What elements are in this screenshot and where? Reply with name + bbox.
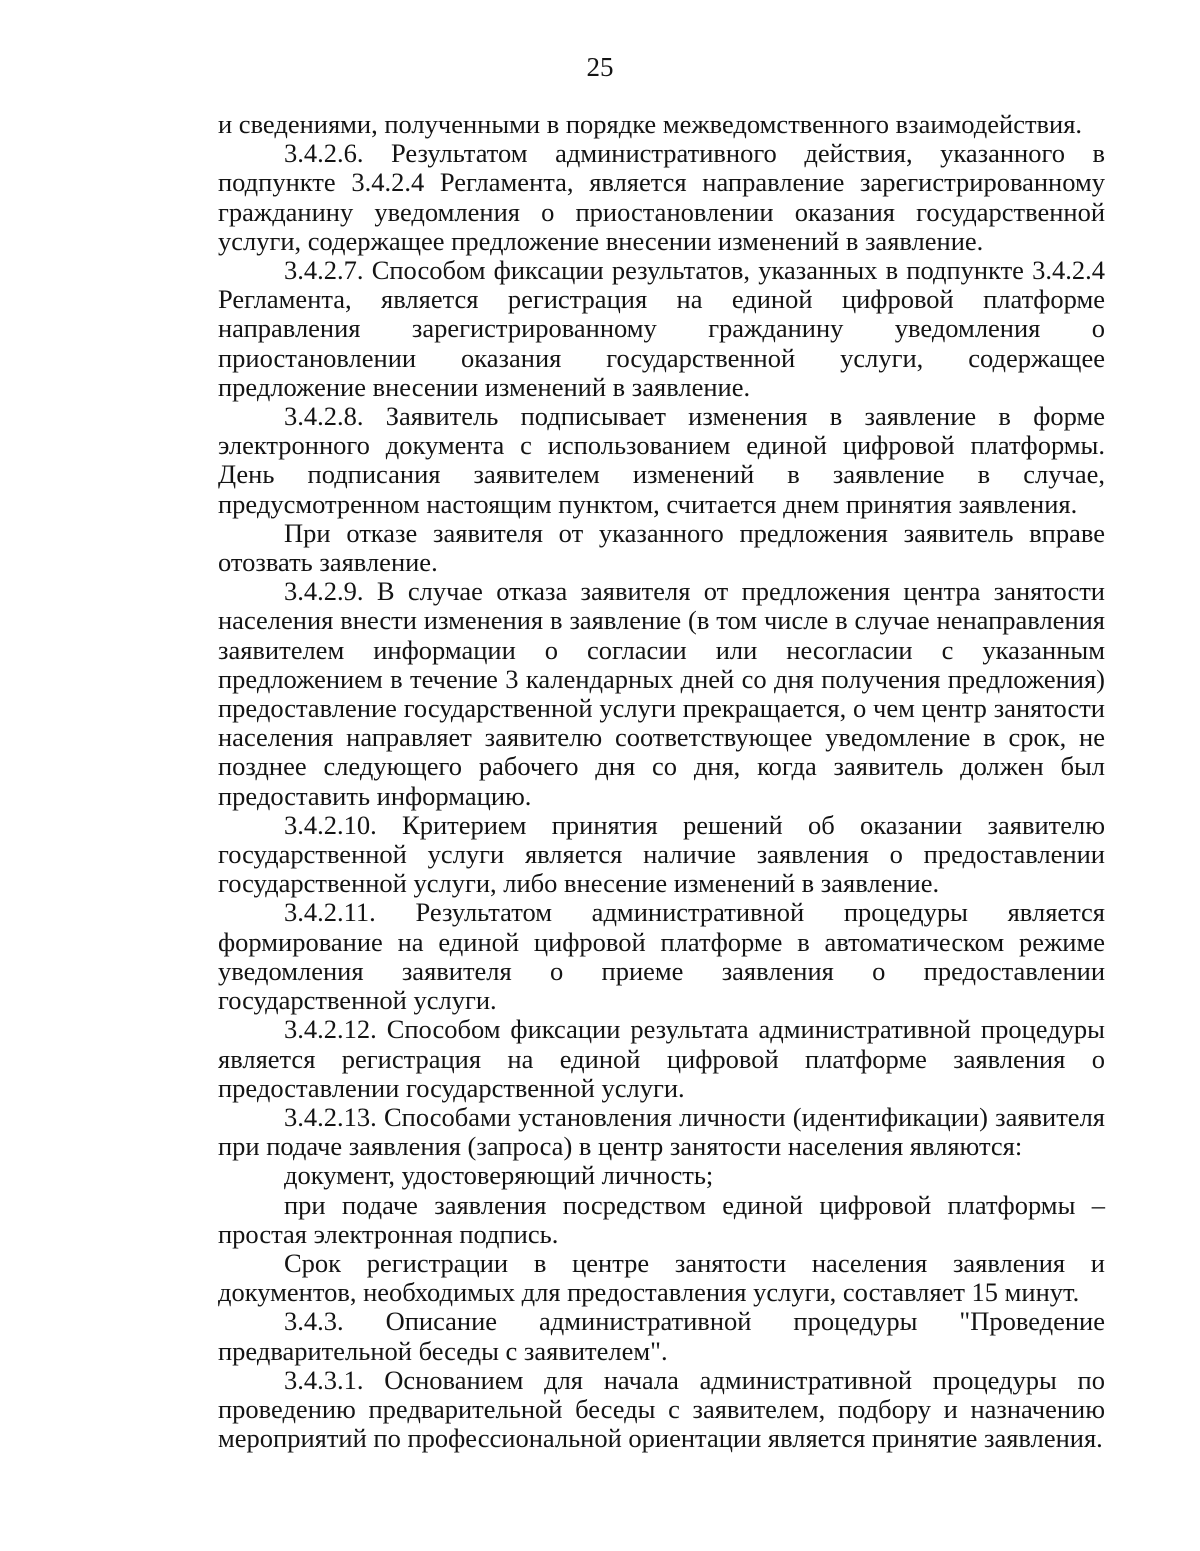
paragraph-3-4-2-6: 3.4.2.6. Результатом административного действия, указанного в подпункте 3.4.2.4 Регламента, является направление зарегистрированному гражданину уведомления о приостановлении оказания государственной услуги, содержащее предложение внесении изменений в заявление. (218, 138, 1105, 256)
page-number: 25 (586, 52, 614, 82)
paragraph-3-4-2-9: 3.4.2.9. В случае отказа заявителя от предложения центра занятости населения внести изменения в заявление (в том числе в случае ненаправления заявителем информации о согласии или несогласии с указанным предложением в течение 3 календарных дней со дня получения предложения) предоставление государственной услуги прекращается, о чем центр занятости населения направляет заявителю соответствующее уведомление в срок, не позднее следующего рабочего дня со дня, когда заявитель должен был предоставить информацию. (218, 576, 1105, 811)
paragraph-continuation: и сведениями, полученными в порядке межведомственного взаимодействия. (218, 109, 1083, 139)
paragraph-3-4-2-8: 3.4.2.8. Заявитель подписывает изменения в заявление в форме электронного документа с использованием единой цифровой платформы. День подписания заявителем изменений в заявление в случае, предусмотренном настоящим пунктом, считается днем принятия заявления. (218, 401, 1105, 519)
paragraph-3-4-2-7: 3.4.2.7. Способом фиксации результатов, указанных в подпункте 3.4.2.4 Регламента, является регистрация на единой цифровой платформе направления зарегистрированному гражданину уведомления о приостановлении оказания государственной услуги, содержащее предложение внесении изменений в заявление. (218, 255, 1105, 402)
paragraph-registration-term: Срок регистрации в центре занятости населения заявления и документов, необходимых для предоставления услуги, составляет 15 минут. (218, 1247, 1105, 1308)
paragraph-3-4-2-10: 3.4.2.10. Критерием принятия решений об оказании заявителю государственной услуги является наличие заявления о предоставлении государственной услуги, либо внесение изменений в заявление. (218, 809, 1105, 899)
paragraph-3-4-2-12: 3.4.2.12. Способом фиксации результата административной процедуры является регистрация на единой цифровой платформе заявления о предоставлении государственной услуги. (218, 1014, 1105, 1103)
paragraph-3-4-3-1: 3.4.3.1. Основанием для начала административной процедуры по проведению предварительной беседы с заявителем, подбору и назначению мероприятий по профессиональной ориентации является принятие заявления. (218, 1364, 1105, 1454)
paragraph-3-4-2-13: 3.4.2.13. Способами установления личности (идентификации) заявителя при подаче заявления (запроса) в центр занятости населения являются: (218, 1101, 1105, 1162)
paragraph-3-4-2-11: 3.4.2.11. Результатом административной процедуры является формирование на единой цифровой платформе в автоматическом режиме уведомления заявителя о приеме заявления о предоставлении государственной услуги. (218, 897, 1105, 1016)
paragraph-refusal: При отказе заявителя от указанного предложения заявитель вправе отозвать заявление. (218, 517, 1105, 578)
list-item-identity-document: документ, удостоверяющий личность; (284, 1160, 714, 1191)
list-item-electronic-signature: при подаче заявления посредством единой цифровой платформы – простая электронная подпись. (218, 1189, 1105, 1249)
document-body (218, 110, 1105, 1453)
paragraph-3-4-3: 3.4.3. Описание административной процедуры "Проведение предварительной беседы с заявителем". (218, 1306, 1105, 1366)
